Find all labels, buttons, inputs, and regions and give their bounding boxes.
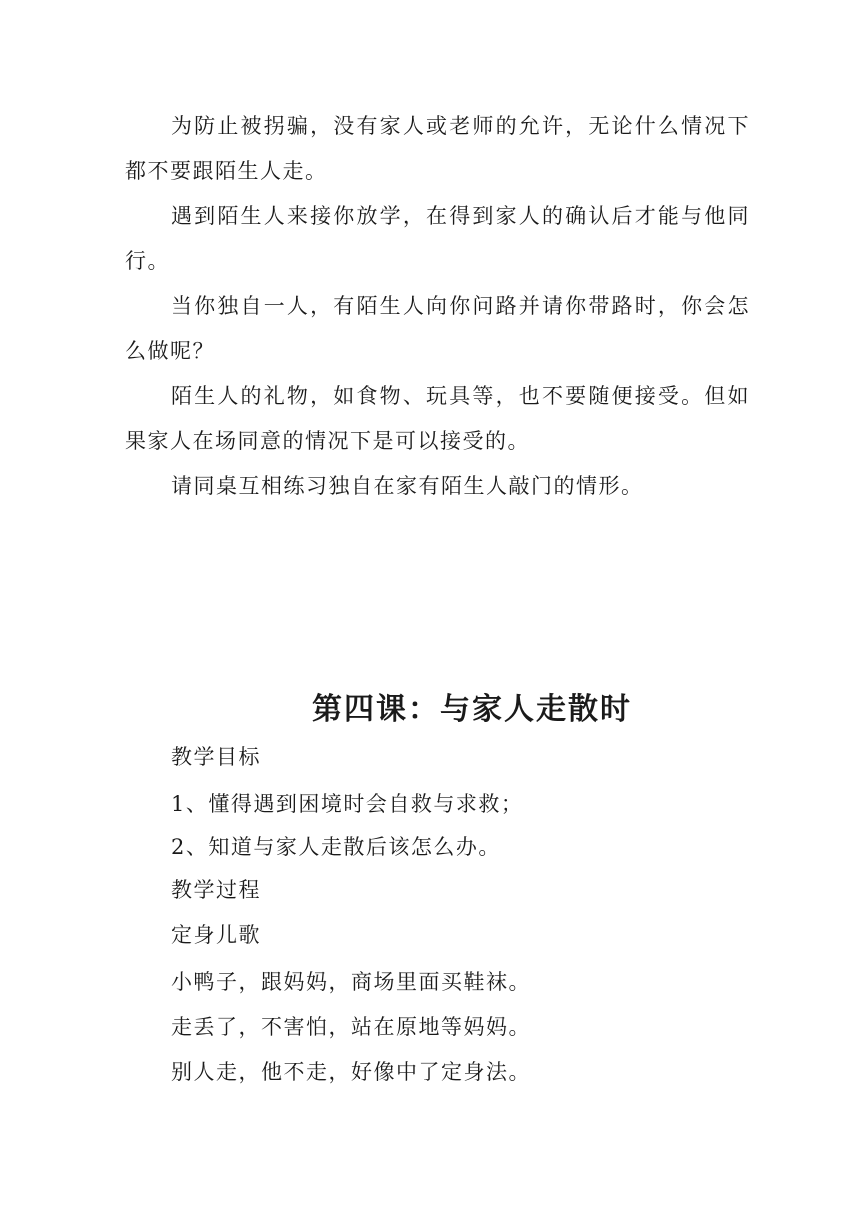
heading-teaching-process: 教学过程 <box>171 878 261 902</box>
paragraph-practice: 请同桌互相练习独自在家有陌生人敲门的情形。 <box>171 474 644 498</box>
rhyme-line-2: 走丢了，不害怕，站在原地等妈妈。 <box>171 1015 531 1039</box>
goal-item-2: 2、知道与家人走散后该怎么办。 <box>171 835 501 859</box>
goal-item-1: 1、懂得遇到困境时会自救与求救； <box>171 792 524 816</box>
paragraph-pickup-confirmation: 遇到陌生人来接你放学，在得到家人的确认后才能与他同行。 <box>125 204 750 273</box>
heading-teaching-goals: 教学目标 <box>171 745 261 769</box>
lesson-title: 第四课：与家人走散时 <box>312 692 632 727</box>
paragraph-asking-directions: 当你独自一人，有陌生人向你问路并请你带路时，你会怎么做呢？ <box>125 294 750 363</box>
heading-rhyme: 定身儿歌 <box>171 923 261 947</box>
rhyme-line-3: 别人走，他不走，好像中了定身法。 <box>171 1060 531 1084</box>
paragraph-gifts: 陌生人的礼物，如食物、玩具等，也不要随便接受。但如果家人在场同意的情况下是可以接受的。 <box>125 384 750 453</box>
paragraph-abduction-warning: 为防止被拐骗，没有家人或老师的允许，无论什么情况下都不要跟陌生人走。 <box>125 114 750 183</box>
rhyme-line-1: 小鸭子，跟妈妈，商场里面买鞋袜。 <box>171 970 531 994</box>
